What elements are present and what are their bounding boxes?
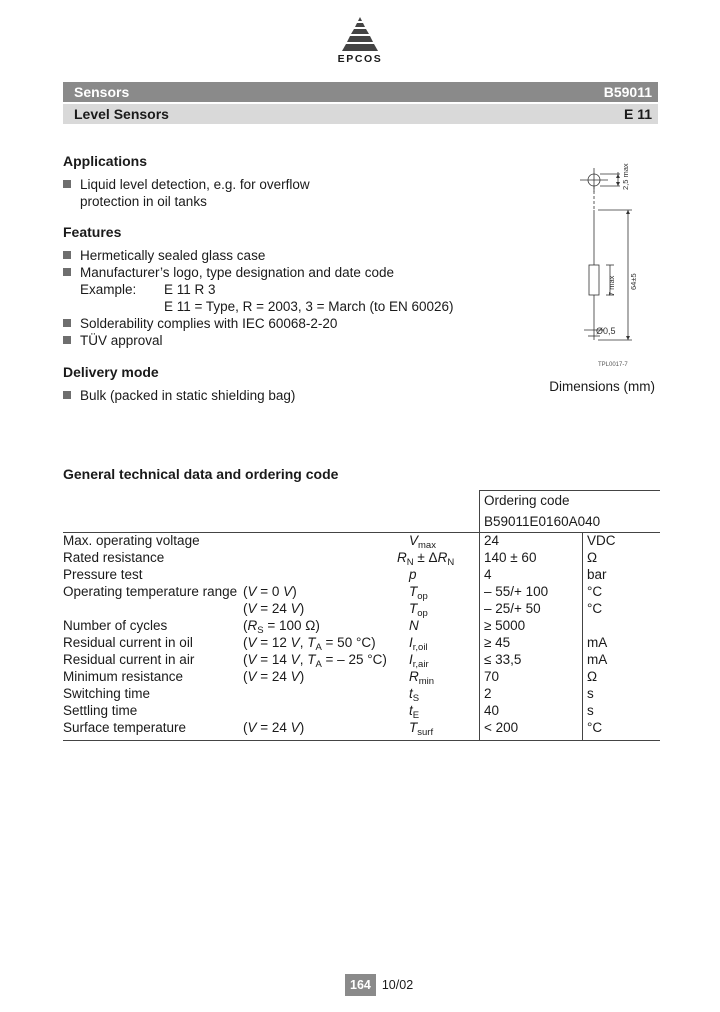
- list-item: Solderability complies with IEC 60068-2-20: [63, 315, 454, 332]
- param-value: – 25/+ 50: [484, 601, 541, 616]
- param-condition: (V = 12 V, $T_A = 50$ °C): [243, 635, 376, 653]
- param-unit: bar: [587, 567, 607, 582]
- param-value: 70: [484, 669, 500, 684]
- param-symbol: $T_{surf}$: [409, 720, 434, 738]
- table-row: [63, 652, 660, 669]
- param-name: Residual current in air: [63, 652, 195, 667]
- page-footer: [345, 974, 413, 996]
- param-symbol: p: [409, 567, 417, 582]
- dimensions-caption: Dimensions (mm): [549, 379, 655, 394]
- dim-total-label: 64±5: [629, 273, 638, 290]
- param-symbol: $R_{min}$: [409, 669, 435, 687]
- param-condition: (V = 0 V): [243, 584, 297, 599]
- param-value: 4: [484, 567, 492, 582]
- epcos-triangle-icon: [338, 16, 382, 52]
- list-item: Liquid level detection, e.g. for overflow: [63, 176, 310, 193]
- table-row: [63, 669, 660, 686]
- brand-name: EPCOS: [337, 53, 383, 65]
- param-unit: s: [587, 703, 594, 718]
- table-rule: [63, 740, 660, 741]
- delivery-list: [63, 387, 295, 404]
- param-unit: s: [587, 686, 594, 701]
- param-name: Number of cycles: [63, 618, 168, 633]
- example-explanation: E 11 = Type, R = 2003, 3 = March (to EN 60026): [164, 299, 454, 314]
- drawing-id: TPL0017-7: [598, 362, 628, 368]
- param-value: – 55/+ 100: [484, 584, 549, 599]
- ordering-code-label: Ordering code: [484, 493, 570, 508]
- category-label: Sensors: [74, 84, 130, 100]
- table-row: [63, 720, 660, 737]
- list-item-continuation: protection in oil tanks: [80, 194, 207, 209]
- param-value: ≥ 5000: [484, 618, 526, 633]
- page-number: 164: [345, 974, 376, 996]
- dim-body-label: 7 max: [607, 275, 616, 296]
- dim-top-label: 2,5 max: [621, 163, 630, 190]
- param-unit: mA: [587, 635, 608, 650]
- table-row: [63, 618, 660, 635]
- param-symbol: $I_{r,air}$: [409, 652, 429, 670]
- list-item: Hermetically sealed glass case: [63, 247, 454, 264]
- list-item: Bulk (packed in static shielding bag): [63, 387, 295, 404]
- param-symbol: $T_{op}$: [409, 601, 428, 619]
- subcategory-bar: [63, 104, 658, 124]
- param-value: ≥ 45: [484, 635, 511, 650]
- list-item: TÜV approval: [63, 332, 454, 349]
- param-symbol: $V_{max}$: [409, 533, 436, 551]
- param-name: Operating temperature range: [63, 584, 238, 599]
- param-value: 24: [484, 533, 500, 548]
- param-unit: Ω: [587, 669, 598, 684]
- param-name: Pressure test: [63, 567, 143, 582]
- param-symbol: $R_N \pm \Delta R_N$: [397, 550, 455, 568]
- table-row: [63, 550, 660, 567]
- part-number: B59011: [603, 84, 652, 100]
- param-symbol: $t_E$: [409, 703, 420, 721]
- example-line: [63, 281, 454, 298]
- param-name: Settling time: [63, 703, 138, 718]
- param-condition: (V = 24 V): [243, 669, 305, 684]
- param-name: Rated resistance: [63, 550, 165, 565]
- param-value: < 200: [484, 720, 519, 735]
- param-name: Minimum resistance: [63, 669, 184, 684]
- dim-wire-label: Ø0,5: [596, 326, 616, 336]
- table-row: [63, 601, 660, 618]
- list-item: Manufacturer’s logo, type designation and date code: [63, 264, 454, 281]
- param-symbol: $T_{op}$: [409, 584, 428, 602]
- param-symbol: N: [409, 618, 419, 633]
- features-heading: Features: [63, 224, 122, 240]
- table-row: [63, 635, 660, 652]
- param-value: 2: [484, 686, 492, 701]
- param-condition: (V = 24 V): [243, 720, 305, 735]
- param-condition: (V = 24 V): [243, 601, 305, 616]
- category-bar: [63, 82, 658, 102]
- param-unit: °C: [587, 720, 603, 735]
- param-symbol: $I_{r,oil}$: [409, 635, 428, 653]
- table-row: [63, 584, 660, 601]
- table-row: [63, 686, 660, 703]
- param-name: Max. operating voltage: [63, 533, 200, 548]
- table-row: [63, 703, 660, 720]
- param-unit: °C: [587, 601, 603, 616]
- table-row: [63, 567, 660, 584]
- param-unit: °C: [587, 584, 603, 599]
- example-label: Example:: [80, 282, 137, 297]
- param-name: Surface temperature: [63, 720, 187, 735]
- ordering-code-value: B59011E0160A040: [484, 514, 601, 529]
- example-value: E 11 R 3: [164, 282, 216, 297]
- dimension-drawing: [560, 160, 660, 370]
- param-name: Residual current in oil: [63, 635, 193, 650]
- subcategory-label: Level Sensors: [74, 106, 169, 122]
- applications-list: [63, 176, 310, 210]
- table-title: General technical data and ordering code: [63, 466, 339, 482]
- page-date: 10/02: [381, 978, 414, 992]
- param-condition: ($R_S = 100$ Ω): [243, 618, 320, 636]
- delivery-heading: Delivery mode: [63, 364, 159, 380]
- table-rule: [479, 490, 660, 491]
- sensor-outline-drawing: [560, 160, 660, 370]
- param-value: 140 ± 60: [484, 550, 537, 565]
- features-list: [63, 247, 454, 349]
- param-value: ≤ 33,5: [484, 652, 522, 667]
- table-row: [63, 533, 660, 550]
- param-condition: (V = 14 V, $T_A$ = – 25 °C): [243, 652, 387, 670]
- applications-heading: Applications: [63, 153, 148, 169]
- type-code: E 11: [623, 106, 652, 122]
- param-unit: VDC: [587, 533, 616, 548]
- param-name: Switching time: [63, 686, 151, 701]
- param-unit: mA: [587, 652, 608, 667]
- param-unit: Ω: [587, 550, 598, 565]
- param-value: 40: [484, 703, 500, 718]
- example-explanation-line: [63, 298, 454, 315]
- epcos-logo: [330, 16, 390, 72]
- param-symbol: $t_S$: [409, 686, 420, 704]
